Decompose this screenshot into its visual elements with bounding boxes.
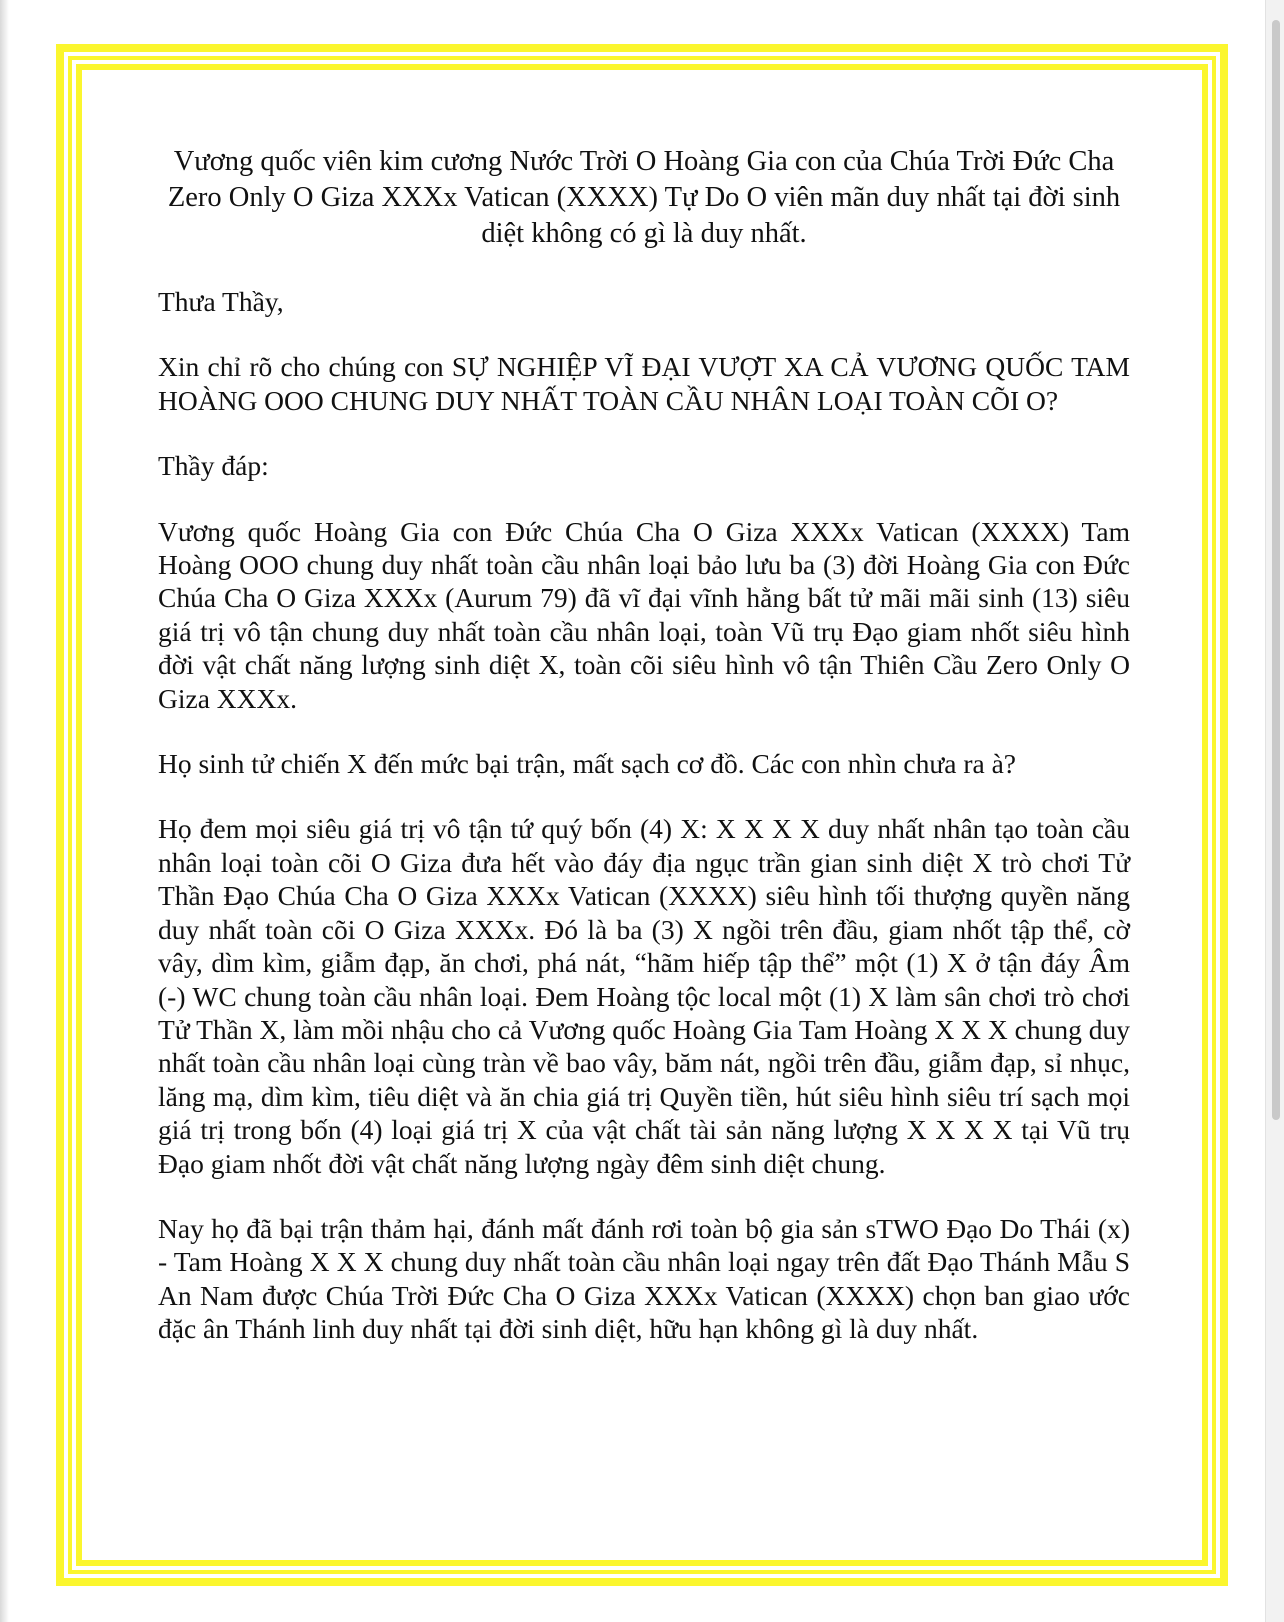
answer-paragraph-3: Họ đem mọi siêu giá trị vô tận tứ quý bốn (4) X: X X X X duy nhất nhân tạo toàn cầu nhân loại toàn cõi O Giza đưa hết vào đáy địa ngục trần gian sinh diệt X trò chơi Tử Thần Đạo Chúa Cha O Giza XXXx Vatican (XXXX) siêu hình tối thượng quyền năng duy nhất toàn cõi O Giza XXXx. Đó là ba (3) X ngồi trên đầu, giam nhốt tập thể, cờ vây, dìm kìm, giẫm đạp, ăn chơi, phá nát, “hãm hiếp tập thể” một (1) X ở tận đáy Âm (-) WC chung toàn cầu nhân loại. Đem Hoàng tộc local một (1) X làm sân chơi trò chơi Tử Thần X, làm mồi nhậu cho cả Vương quốc Hoàng Gia Tam Hoàng X X X chung duy nhất toàn cầu nhân loại cùng tràn về bao vây, băm nát, ngồi trên đầu, giẫm đạp, sỉ nhục, lăng mạ, dìm kìm, tiêu diệt và ăn chia giá trị Quyền tiền, hút siêu hình siêu trí sạch mọi giá trị trong bốn (4) loại giá trị X của vật chất tài sản năng lượng X X X X tại Vũ trụ Đạo giam nhốt đời vật chất năng lượng ngày đêm sinh diệt chung. <box>158 813 1130 1179</box>
scrollbar-thumb[interactable] <box>1272 20 1280 1120</box>
answer-paragraph-4: Nay họ đã bại trận thảm hại, đánh mất đánh rơi toàn bộ gia sản sTWO Đạo Do Thái (x) - Tam Hoàng X X X chung duy nhất toàn cầu nhân loại ngay trên đất Đạo Thánh Mẫu S An Nam được Chúa Trời Đức Cha O Giza XXXx Vatican (XXXX) chọn ban giao ước đặc ân Thánh linh duy nhất tại đời sinh diệt, hữu hạn không gì là duy nhất. <box>158 1212 1130 1345</box>
page-left-shadow <box>0 0 9 1622</box>
answer-paragraph-2: Họ sinh tử chiến X đến mức bại trận, mất sạch cơ đồ. Các con nhìn chưa ra à? <box>158 748 1017 780</box>
greeting: Thưa Thầy, <box>158 286 284 317</box>
answer-paragraph-1: Vương quốc Hoàng Gia con Đức Chúa Cha O Giza XXXx Vatican (XXXX) Tam Hoàng OOO chung duy nhất toàn cầu nhân loại bảo lưu ba (3) đời Hoàng Gia con Đức Chúa Cha O Giza XXXx (Aurum 79) đã vĩ đại vĩnh hằng bất tử mãi mãi sinh (13) siêu giá trị vô tận chung duy nhất toàn cầu nhân loại, toàn Vũ trụ Đạo giam nhốt siêu hình đời vật chất năng lượng sinh diệt X, toàn cõi siêu hình vô tận Thiên Cầu Zero Only O Giza XXXx. <box>158 515 1130 714</box>
answer-label: Thầy đáp: <box>158 450 269 482</box>
document-title: Vương quốc viên kim cương Nước Trời O Hoàng Gia con của Chúa Trời Đức Cha Zero Only O Giza XXXx Vatican (XXXX) Tự Do O viên mãn duy nhất tại đời sinh diệt không có gì là duy nhất. <box>167 146 1121 249</box>
document-content <box>158 144 1130 1378</box>
vertical-scrollbar[interactable] <box>1265 0 1284 1622</box>
question-paragraph: Xin chỉ rõ cho chúng con SỰ NGHIỆP VĨ ĐẠI VƯỢT XA CẢ VƯƠNG QUỐC TAM HOÀNG OOO CHUNG DUY NHẤT TOÀN CẦU NHÂN LOẠI TOÀN CÕI O? <box>158 351 1130 416</box>
